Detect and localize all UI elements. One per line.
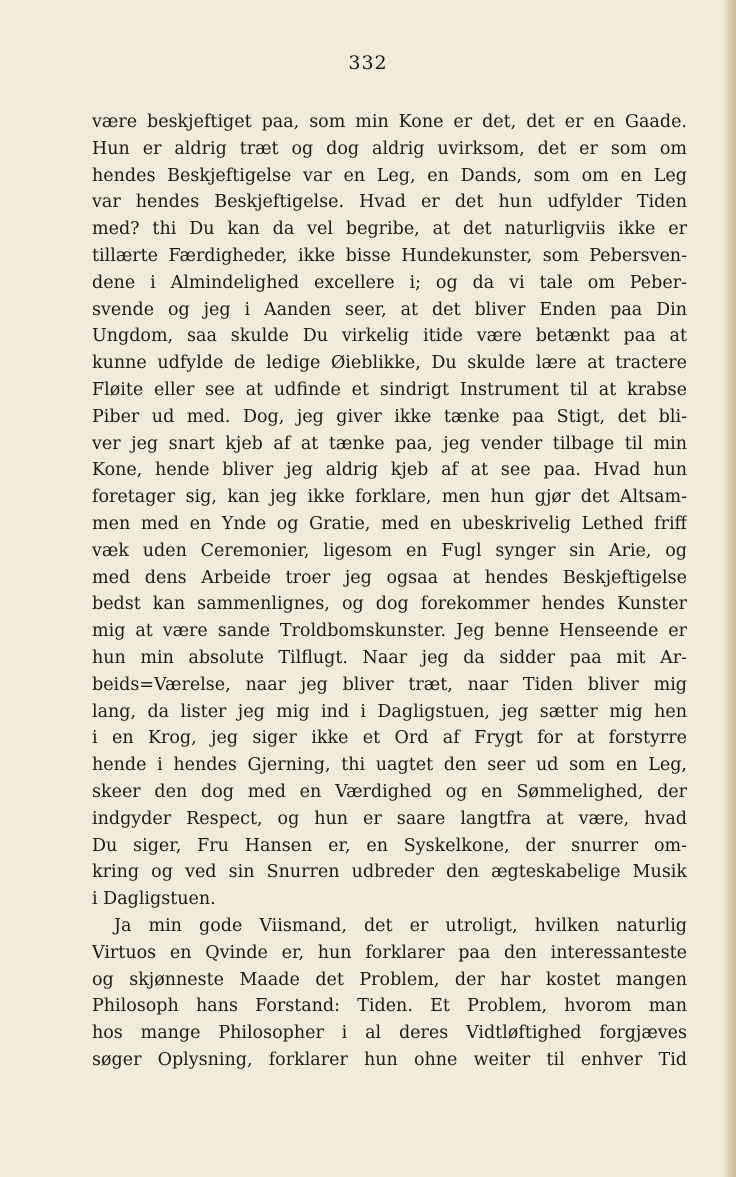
text-line: Ungdom, saa skulde Du virkelig itide være betænkt paa at	[92, 326, 687, 347]
page-edge-shadow	[722, 0, 736, 1177]
text-line: kring og ved sin Snurren udbreder den ægteskabelige Musik	[92, 862, 687, 883]
text-line: Fløite eller see at udfinde et sindrigt Instrument til at krabse	[92, 379, 687, 400]
text-line: med dens Arbeide troer jeg ogsaa at hendes Beskjeftigelse	[92, 567, 687, 588]
text-line: Virtuos en Qvinde er, hun forklarer paa den interessanteste	[92, 942, 687, 963]
text-line: hos mange Philosopher i al deres Vidtløftighed forgjæves	[92, 1023, 687, 1044]
text-line: søger Oplysning, forklarer hun ohne weiter til enhver Tid	[92, 1049, 687, 1070]
text-line: være beskjeftiget paa, som min Kone er det, det er en Gaade.	[92, 112, 687, 132]
text-line: Philosoph hans Forstand: Tiden. Et Problem, hvorom man	[92, 996, 687, 1017]
text-line: tillærte Færdigheder, ikke bisse Hundekunster, som Pebersven-	[92, 245, 687, 266]
text-line: med? thi Du kan da vel begribe, at det naturligviis ikke er	[92, 219, 687, 240]
text-line: skeer den dog med en Værdighed og en Sømmelighed, der	[92, 781, 687, 802]
text-line: Kone, hende bliver jeg aldrig kjeb af at see paa. Hvad hun	[92, 460, 687, 481]
body-text	[92, 109, 687, 1074]
text-line: ver jeg snart kjeb af at tænke paa, jeg vender tilbage til min	[92, 433, 687, 454]
text-line: Piber ud med. Dog, jeg giver ikke tænke paa Stigt, det bli-	[92, 406, 687, 427]
paragraph-end-line: i Dagligstuen.	[92, 889, 216, 910]
text-line: men med en Ynde og Gratie, med en ubeskrivelig Lethed friff	[92, 513, 687, 534]
text-line: svende og jeg i Aanden seer, at det bliver Enden paa Din	[92, 299, 687, 320]
text-line: bedst kan sammenlignes, og dog forekommer hendes Kunster	[92, 594, 687, 615]
text-line: foretager sig, kan jeg ikke forklare, men hun gjør det Altsam-	[92, 487, 687, 508]
text-line: indgyder Respect, og hun er saare langtfra at være, hvad	[92, 808, 687, 829]
text-line: hun min absolute Tilflugt. Naar jeg da sidder paa mit Ar-	[92, 647, 687, 668]
text-line: hende i hendes Gjerning, thi uagtet den seer ud som en Leg,	[92, 755, 687, 776]
text-line: var hendes Beskjeftigelse. Hvad er det hun udfylder Tiden	[92, 192, 687, 213]
text-line: hendes Beskjeftigelse var en Leg, en Dands, som om en Leg	[92, 165, 687, 186]
text-line: og skjønneste Maade det Problem, der har kostet mangen	[92, 969, 687, 990]
text-line: dene i Almindelighed excellere i; og da vi tale om Peber-	[92, 272, 687, 293]
text-line: lang, da lister jeg mig ind i Dagligstuen, jeg sætter mig hen	[92, 701, 687, 722]
text-line: væk uden Ceremonier, ligesom en Fugl synger sin Arie, og	[92, 540, 687, 561]
paragraph-start-line: Ja min gode Viismand, det er utroligt, hvilken naturlig	[114, 915, 687, 936]
text-line: i en Krog, jeg siger ikke et Ord af Frygt for at forstyrre	[92, 728, 687, 749]
page-number: 332	[348, 52, 388, 74]
text-line: Hun er aldrig træt og dog aldrig uvirksom, det er som om	[92, 138, 687, 159]
text-line: Du siger, Fru Hansen er, en Syskelkone, der snurrer om-	[92, 835, 687, 856]
text-line: kunne udfylde de ledige Øieblikke, Du skulde lære at tractere	[92, 353, 687, 374]
text-line: beids=Værelse, naar jeg bliver træt, naar Tiden bliver mig	[92, 674, 687, 695]
text-line: mig at være sande Troldbomskunster. Jeg benne Henseende er	[92, 621, 687, 642]
